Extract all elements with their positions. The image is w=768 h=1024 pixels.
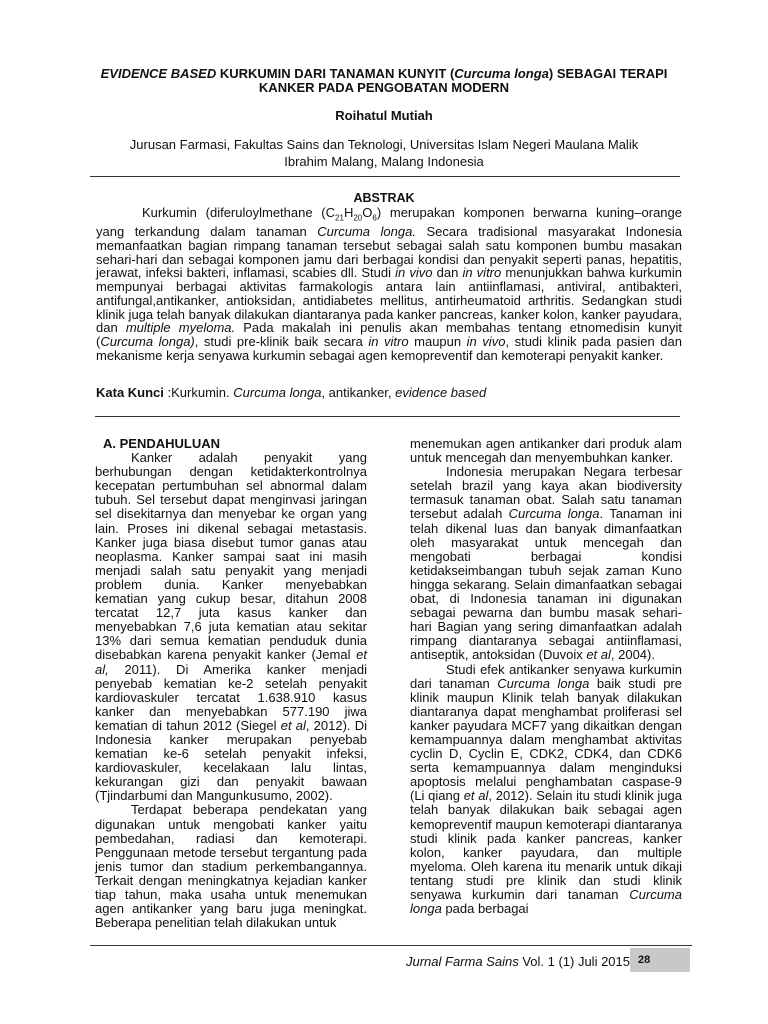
- formula-subscript: 20: [353, 213, 363, 223]
- keywords-italic: evidence based: [395, 385, 487, 400]
- keywords-text: , antikanker,: [321, 385, 396, 400]
- title-italic-lead: EVIDENCE BASED: [100, 66, 217, 81]
- abstract-text: Secara tradisional masyarakat Indonesia memanfaatkan bagian rimpang tanaman tersebut sebagai salah satu komponen bumbu masakan sehari-hari dan sebagai komponen jamu dari berbagai kondisi dan penyakit seperti panas, hepatitis, jerawat, infeksi bakteri, inflamasi, scabies dll. Studi: [96, 224, 682, 281]
- formula-subscript: 6: [372, 213, 377, 223]
- abstract-italic: in vivo: [395, 265, 433, 281]
- body-italic: et al,: [95, 647, 367, 677]
- title-part1: KURKUMIN DARI TANAMAN KUNYIT (: [216, 66, 455, 81]
- body-text: 2011). Di Amerika kanker menjadi penyebab kematian ke-2 setelah penyakit kardiovaskuler tercatat 1.638.910 kasus kanker dan menyebabkan 577.190 jiwa kematian di tahun 2012 (Siegel: [95, 661, 367, 733]
- abstract-text: O: [362, 205, 373, 220]
- abstract-text: maupun: [408, 333, 467, 349]
- body-text: pada berbagai: [441, 901, 529, 917]
- body-italic: et al: [463, 788, 489, 804]
- abstract-italic: in vivo: [466, 333, 506, 349]
- body-text: baik studi pre klinik maupun Klinik telah banyak dilakukan diantaranya dapat menghambat proliferasi sel kanker payudara MCF7 yang dikaitkan dengan kemampuannya dalam menghambat aktivitas cyclin D, Cyclin E, CDK2, CDK4, dan CDK6 serta kemampuannya dalam menginduksi apoptosis melalui penghambatan caspase-9 (Li qiang: [410, 675, 682, 804]
- title-species: Curcuma longa: [454, 66, 549, 81]
- page-number: 28: [630, 948, 690, 972]
- keywords-label: Kata Kunci: [96, 385, 164, 400]
- body-text: Indonesia merupakan Negara terbesar setelah brazil yang kaya akan biodiversity termasuk tanaman obat. Salah satu tanaman tersebut adalah: [410, 464, 682, 522]
- abstract-text: H: [343, 205, 354, 220]
- body-italic: et al: [586, 647, 611, 663]
- body-text: , 2012). Di Indonesia kanker merupakan penyebab kematian ke-6 setelah penyakit infeksi, kardiovaskuler, kecelakaan lalu lintas, kekurangan gizi dan penyakit bawaan (Tjindarbumi dan Mangunkusumo, 2002).: [95, 717, 367, 804]
- abstract-italic: Curcuma longa): [100, 333, 195, 349]
- abstract-text: Pada makalah ini penulis akan membahas tentang etnomedisin kunyit (: [96, 320, 682, 349]
- body-text: , 2012). Selain itu studi klinik juga telah banyak dilakukan baik sebagai agen kemopreventif maupun kemoterapi diantaranya studi klinik pada kanker pancreas, kanker kolon, kanker payudara, dan multiple myeloma. Oleh karena itu menarik untuk dikaji tentang studi pre klinik dan studi klinik senyawa kurkumin dari tanaman: [410, 788, 682, 902]
- abstract-text: , studi pre-klinik baik secara: [194, 333, 369, 349]
- title-part2: ) SEBAGAI TERAPI KANKER PADA PENGOBATAN MODERN: [258, 66, 668, 95]
- abstract-body: [96, 206, 682, 362]
- body-text: Kanker adalah penyakit yang berhubungan dengan ketidakterkontrolnya kecepatan pertumbuhan sel abnormal dalam tubuh. Sel tersebut dapat menginvasi jaringan sel disekitarnya dan menyebar ke organ yang lain. Proses ini dikenal sebagai metastasis. Kanker juga biasa disebut tumor ganas atau neoplasma. Kanker sampai saat ini masih menjadi salah satu penyakit yang menjadi problem dunia. Kanker menyebabkan kematian yang cukup besar, ditahun 2008 tercatat 12,7 juta kasus kanker dan menyebabkan 7,6 juta kematian atau sekitar 13% dari semua kematian penduduk dunia disebabkan karena penyakit kanker (Jemal: [95, 450, 367, 663]
- body-column-right: [410, 437, 682, 916]
- keywords-text: :Kurkumin.: [163, 385, 234, 400]
- journal-name: Jurnal Farma Sains: [405, 954, 519, 969]
- body-text: , 2004).: [610, 647, 655, 663]
- body-italic: Curcuma longa: [497, 675, 590, 691]
- journal-footer: [380, 954, 630, 969]
- abstract-text: menunjukkan bahwa kurkumin mempunyai berbagai aktivitas farmakologis antara lain antiinflamasi, antiviral, antibakteri, antifungal,antikanker, antioksidan, antidiabetes mellitus, antirheumatoid arthritis. Sedangkan studi klinik juga telah banyak dilakukan diantaranya pada kanker pancreas, kanker kolon, kanker payudara, dan: [96, 265, 682, 336]
- body-text: Studi efek antikanker senyawa kurkumin dari tanaman: [410, 661, 682, 691]
- keywords: [96, 385, 682, 400]
- body-paragraph: [410, 663, 682, 917]
- affiliation: [95, 136, 673, 170]
- body-italic: Curcuma longa: [508, 506, 600, 522]
- body-column-left: [95, 437, 367, 930]
- abstract-text: ) merupakan komponen berwarna kuning–orange yang terkandung dalam tanaman: [96, 205, 682, 240]
- body-paragraph: menemukan agen antikanker dari produk alam untuk mencegah dan menyembuhkan kanker.: [410, 436, 682, 466]
- abstract-paragraph: [96, 206, 682, 362]
- abstract-italic: in vitro: [368, 333, 409, 349]
- keywords-italic: Curcuma longa: [233, 385, 322, 400]
- abstract-italic: multiple myeloma.: [125, 320, 236, 336]
- body-text: . Tanaman ini telah dikenal luas dan banyak dimanfaatkan oleh masyarakat untuk mencegah dan mengobati berbagai kondisi ketidakseimbangan tubuh sejak zaman Kuno hingga sekarang. Selain dimanfaatkan sebagai obat, di Indonesia tanaman ini digunakan sebagai pewarna dan bumbu masak sehari-hari Bagian yang sering dimanfaatkan adalah rimpang diantaranya sebagai antiinflamasi, antiseptik, antoksidan (Duvoix: [410, 506, 682, 663]
- paper-title: [90, 67, 678, 95]
- author-name: Roihatul Mutiah: [335, 108, 433, 123]
- header-divider: [90, 176, 680, 177]
- abstract-heading: ABSTRAK: [353, 191, 415, 205]
- section-heading: A. PENDAHULUAN: [103, 436, 220, 451]
- body-italic: Curcuma longa: [410, 887, 682, 917]
- abstract-text: Kurkumin (diferuloylmethane (C: [142, 205, 336, 220]
- footer-divider: [90, 945, 692, 946]
- formula-subscript: 21: [335, 213, 344, 223]
- abstract-text: , studi klinik pada pasien dan mekanisme kerja senyawa kurkumin sebagai agen kemopreventif dan kemoterapi penyakit kanker.: [96, 333, 682, 363]
- body-paragraph: Terdapat beberapa pendekatan yang digunakan untuk mengobati kanker yaitu pembedahan, radiasi dan kemoterapi. Penggunaan metode tersebut tergantung pada jenis tumor dan stadium perkembangannya. Terkait dengan meningkatnya kejadian kanker tiap tahun, maka usaha untuk menemukan agen antikanker yang baru juga meningkat. Beberapa penelitian telah dilakukan untuk: [95, 802, 367, 931]
- affiliation-line1: Jurusan Farmasi, Fakultas Sains dan Teknologi, Universitas Islam Negeri Maulana Malik: [129, 137, 639, 152]
- journal-volume: Vol. 1 (1) Juli 2015: [518, 954, 630, 969]
- body-paragraph: [95, 451, 367, 803]
- abstract-text: dan: [432, 265, 463, 281]
- body-italic: et al: [280, 717, 306, 733]
- abstract-italic: Curcuma longa.: [317, 224, 416, 240]
- keywords-divider: [95, 416, 680, 417]
- abstract-italic: in vitro: [462, 265, 502, 281]
- body-paragraph: [410, 465, 682, 662]
- affiliation-line2: Ibrahim Malang, Malang Indonesia: [284, 154, 484, 169]
